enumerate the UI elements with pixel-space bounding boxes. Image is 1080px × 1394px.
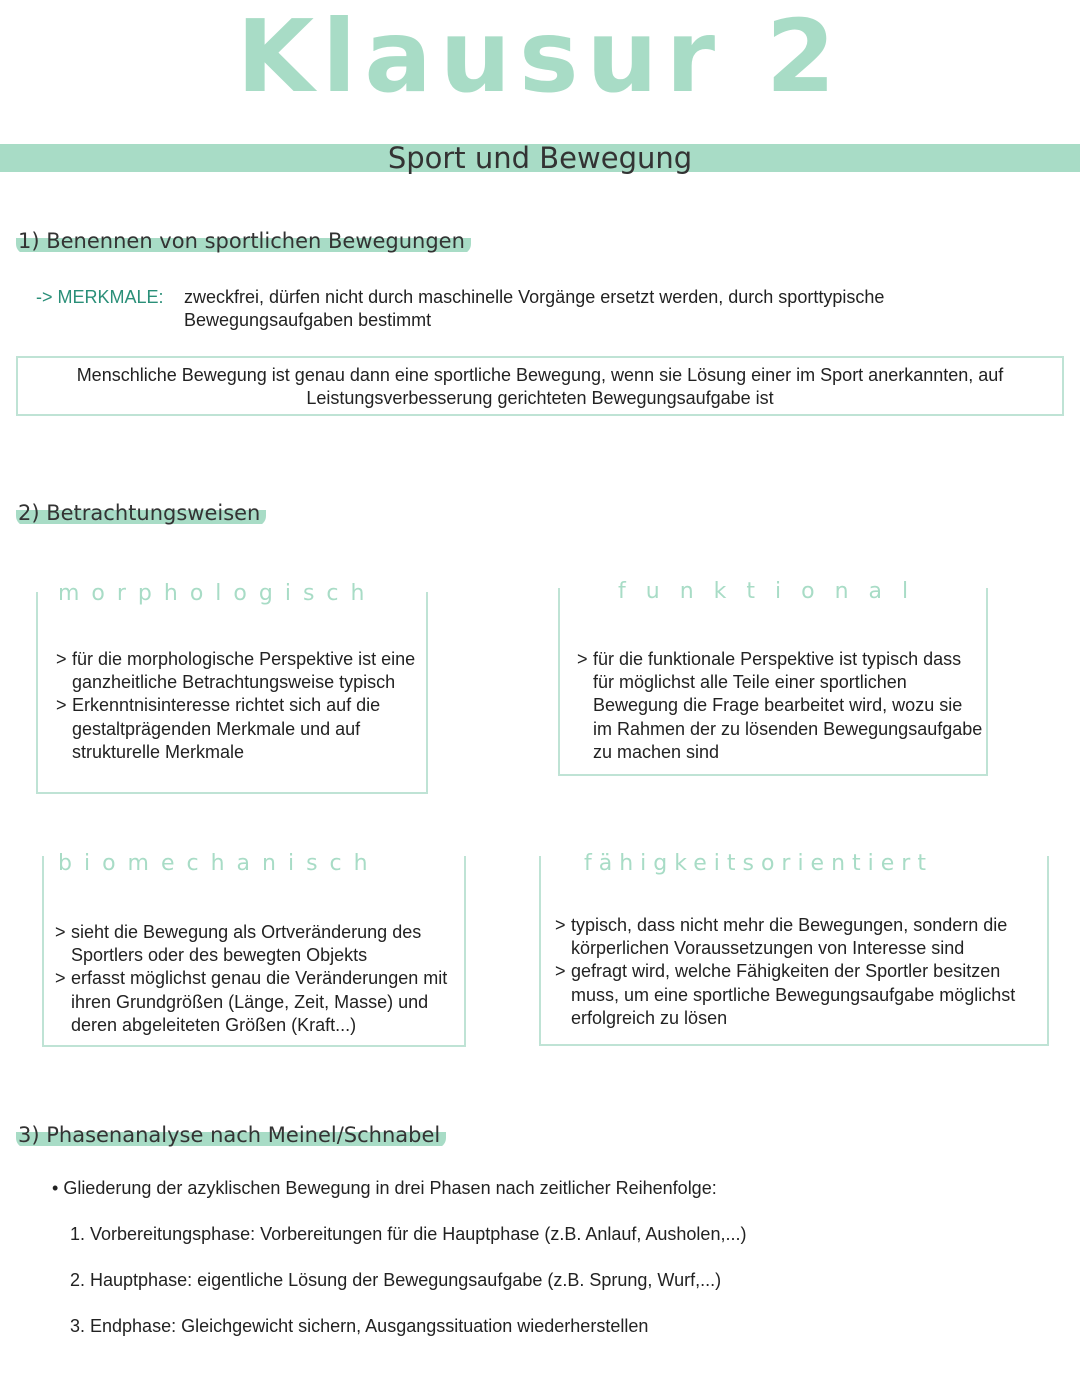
list-item: > erfasst möglichst genau die Veränderungen mit ihren Grundgrößen (Länge, Zeit, Masse) und deren abgeleiteten Größen (Kraft...): [55, 967, 461, 1037]
merkmale-label: -> MERKMALE:: [36, 287, 164, 307]
card-title-funktional: funktional: [618, 579, 929, 604]
list-item: > für die morphologische Perspektive ist eine ganzheitliche Betrachtungsweise typisch: [56, 648, 418, 694]
phase-bullet: [52, 1177, 717, 1200]
list-item: > typisch, dass nicht mehr die Bewegungen, sondern die körperlichen Voraussetzungen von Interesse sind: [555, 914, 1043, 960]
card-title-morphologisch: morphologisch: [58, 581, 377, 606]
phase-bullet-text: Gliederung der azyklischen Bewegung in drei Phasen nach zeitlicher Reihenfolge:: [63, 1178, 717, 1198]
phase-step-1: 1. Vorbereitungsphase: Vorbereitungen für die Hauptphase (z.B. Anlauf, Ausholen,...): [70, 1224, 747, 1244]
list-item: > sieht die Bewegung als Ortveränderung des Sportlers oder des bewegten Objekts: [55, 921, 461, 967]
phase-step-2: 2. Hauptphase: eigentliche Lösung der Bewegungsaufgabe (z.B. Sprung, Wurf,...): [70, 1270, 722, 1290]
list-item: > Erkenntnisinteresse richtet sich auf die gestaltprägenden Merkmale und auf strukturelle Merkmale: [56, 694, 418, 764]
page-subtitle: Sport und Bewegung: [387, 141, 693, 175]
definition-box: [16, 356, 1064, 416]
card-list-biomechanisch: [55, 921, 461, 1037]
card-title-biomechanisch: biomechanisch: [58, 851, 380, 876]
page-title: Klausur 2: [236, 0, 844, 115]
section2-heading: 2) Betrachtungsweisen: [16, 500, 266, 526]
section1-heading: 1) Benennen von sportlichen Bewegungen: [16, 228, 471, 254]
list-item: > gefragt wird, welche Fähigkeiten der Sportler besitzen muss, um eine sportliche Bewegungsaufgabe möglichst erfolgreich zu lösen: [555, 960, 1043, 1030]
phase-step-3: 3. Endphase: Gleichgewicht sichern, Ausgangssituation wiederherstellen: [70, 1316, 649, 1336]
section3-heading: 3) Phasenanalyse nach Meinel/Schnabel: [16, 1122, 446, 1148]
definition-text: Menschliche Bewegung ist genau dann eine sportliche Bewegung, wenn sie Lösung einer im Sport anerkannten, auf Leistungsverbesserung gerichteten Bewegungsaufgabe ist: [76, 365, 1004, 408]
card-list-faehigkeitsorientiert: [555, 914, 1043, 1030]
card-list-morphologisch: [56, 648, 418, 764]
list-item: > für die funktionale Perspektive ist typisch dass für möglichst alle Teile einer sportlichen Bewegung die Frage bearbeitet wird, wozu sie im Rahmen der zu lösenden Bewegungsaufgabe zu machen sind: [577, 648, 983, 764]
card-title-faehigkeitsorientiert: fähigkeitsorientiert: [584, 851, 933, 876]
bullet-dot-icon: •: [52, 1178, 64, 1198]
card-list-funktional: [577, 648, 983, 764]
merkmale-text: zweckfrei, dürfen nicht durch maschinelle Vorgänge ersetzt werden, durch sporttypische Bewegungsaufgaben bestimmt: [184, 287, 885, 330]
